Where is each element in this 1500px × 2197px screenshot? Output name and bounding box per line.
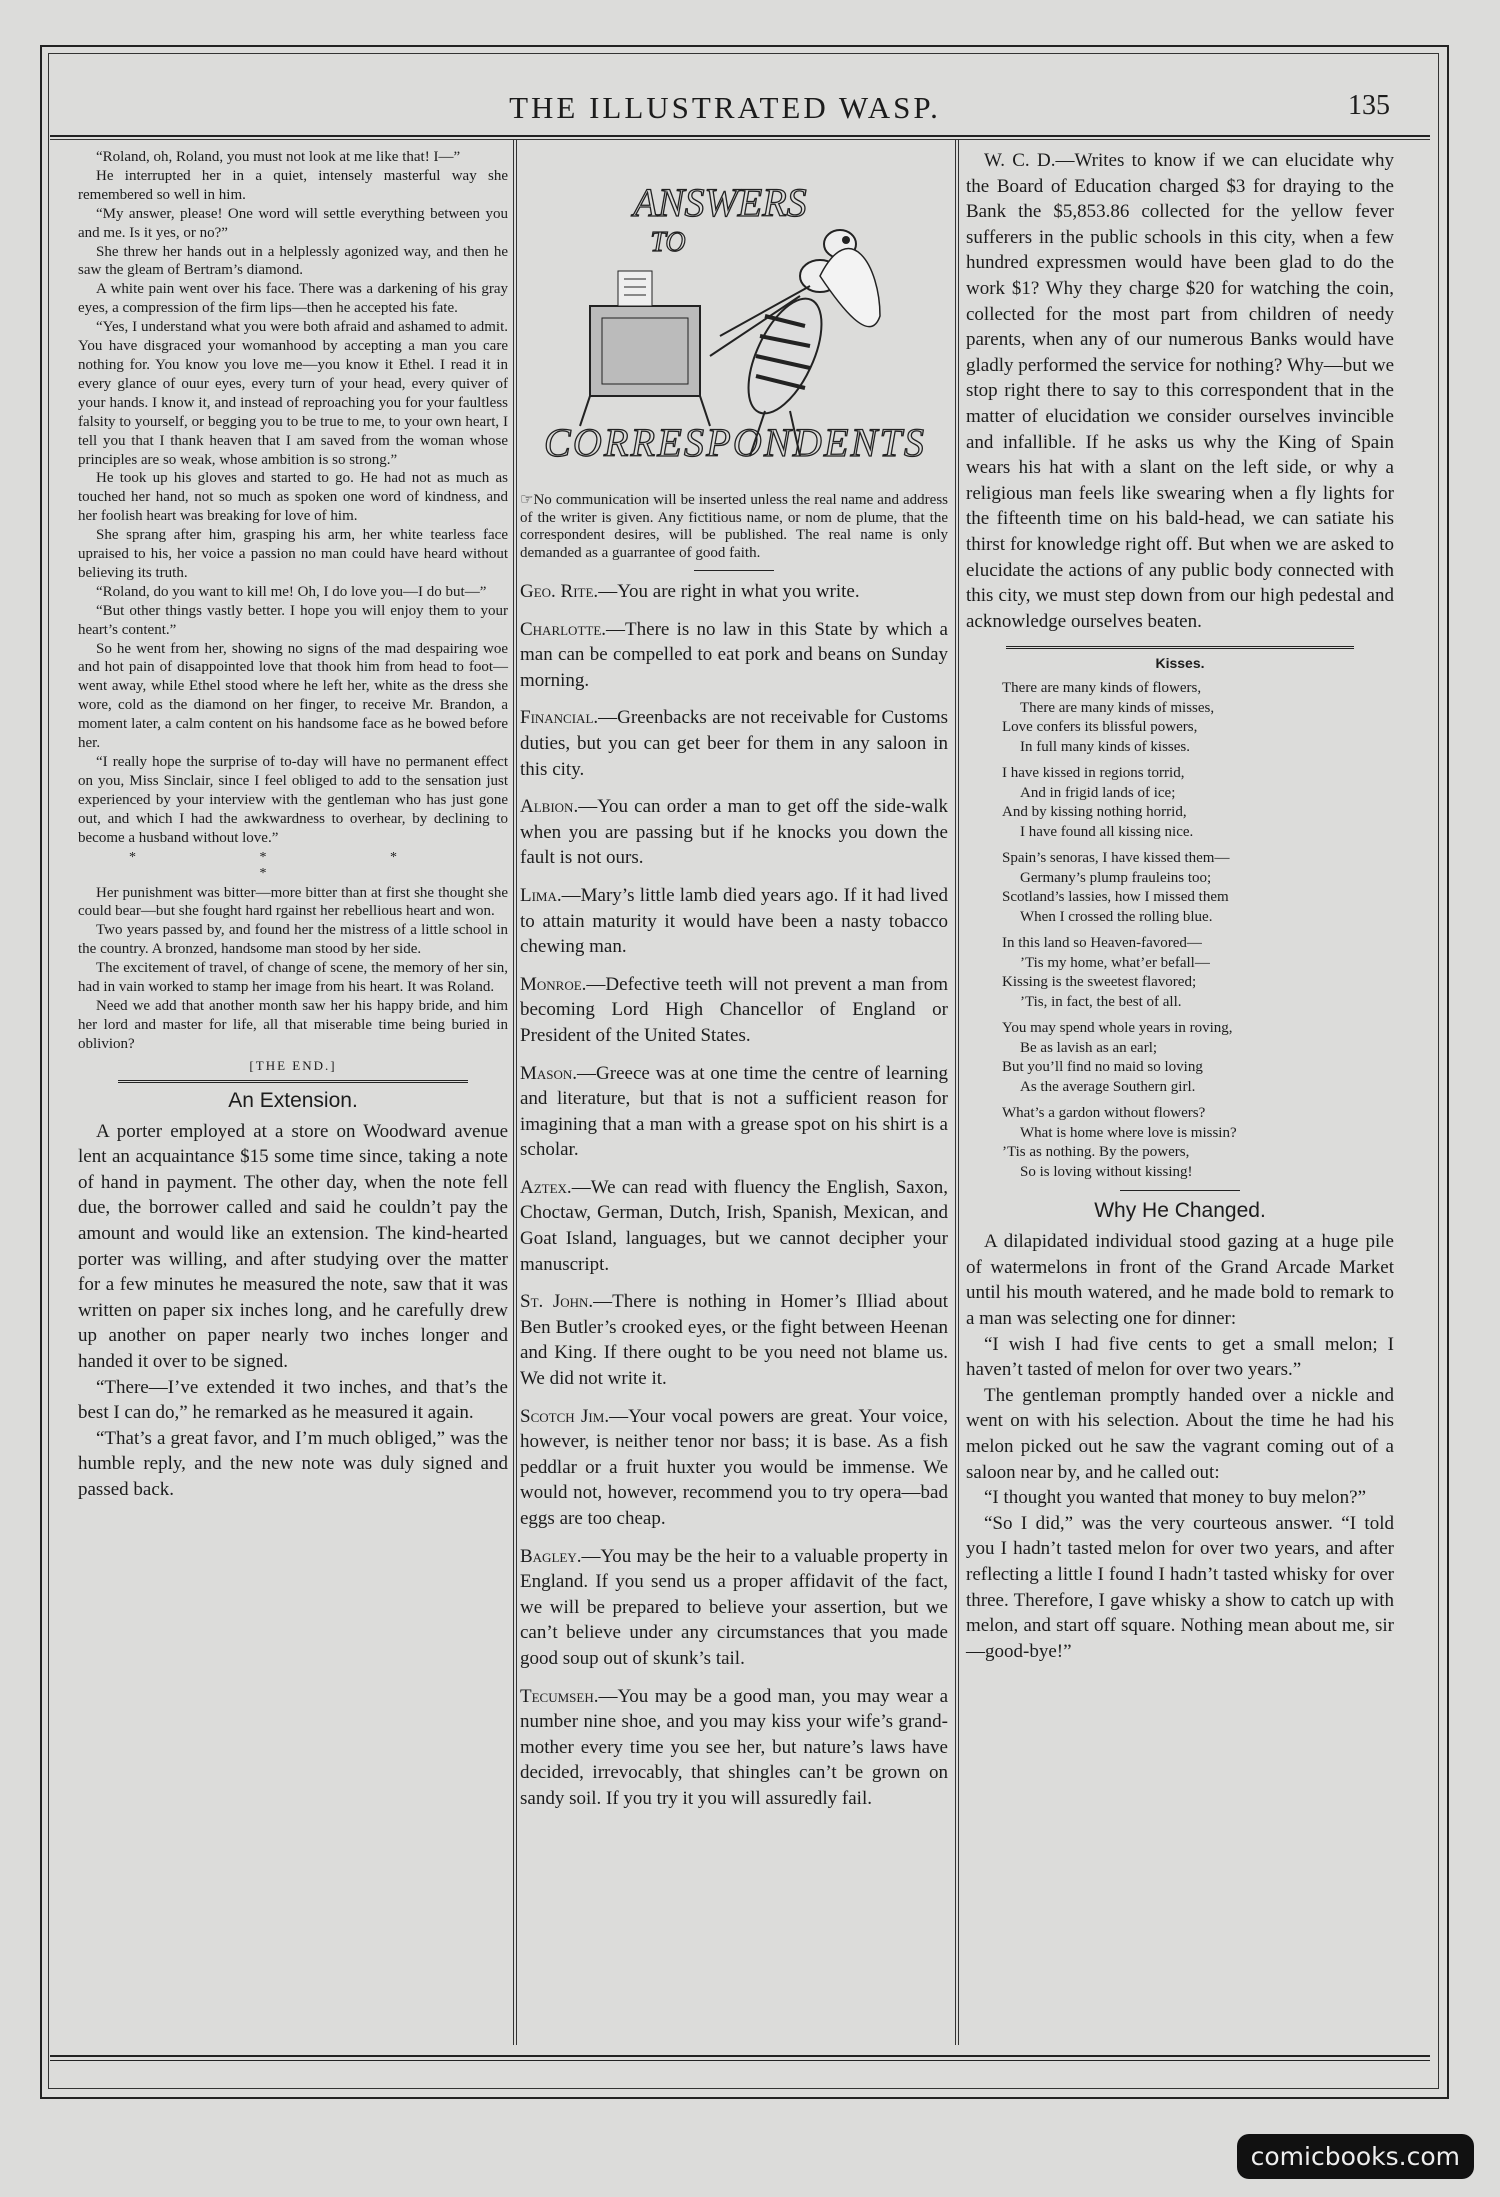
poem-line: But you’ll find no maid so loving bbox=[1002, 1059, 1203, 1076]
answer-name: Lima. bbox=[520, 884, 562, 906]
header-rule-inner bbox=[50, 139, 1430, 140]
extension-title: An Extension. bbox=[228, 1088, 358, 1112]
wcd-answer bbox=[966, 148, 1394, 634]
answer-name: Aztex. bbox=[520, 1176, 572, 1198]
answer-entry bbox=[520, 1061, 948, 1163]
paragraph: “I thought you wanted that money to buy melon?” bbox=[984, 1487, 1367, 1509]
poem-line: ’Tis, in fact, the best of all. bbox=[1020, 993, 1182, 1010]
paragraph: “So I did,” was the very courteous answer. “I told you I hadn’t tasted melon for over two years, and after reflecting a little I found I hadn’t tasted whisky for over three. Therefore, I gave whisky a show to catch up with melon, and start off square. Nothing mean about me, sir—good-bye!” bbox=[966, 1512, 1394, 1662]
paragraph: Two years passed by, and found her the mistress of a little school in the country. A bronzed, handsome man stood by her side. bbox=[78, 922, 508, 958]
footer-rule bbox=[50, 2055, 1430, 2057]
column-divider bbox=[513, 140, 514, 2045]
answer-name: Albion. bbox=[520, 796, 579, 818]
paragraph: He took up his gloves and started to go. He had not as much as touched her hand, not so much as spoken one word of kindness, and her foolish heart was breaking for love of him. bbox=[78, 470, 508, 525]
poem-title: Kisses. bbox=[1155, 655, 1205, 672]
answer-name: Bagley. bbox=[520, 1545, 582, 1567]
poem-line: When I crossed the rolling blue. bbox=[1020, 908, 1213, 925]
poem-line: ’Tis as nothing. By the powers, bbox=[1002, 1144, 1190, 1161]
poem-line: And in frigid lands of ice; bbox=[1020, 784, 1176, 801]
answer-text: —Greece was at one time the centre of learning and literature, but that is not a sufficient reason for imagining that a man with a grease spot on his shirt is a scholar. bbox=[520, 1062, 948, 1161]
banner-correspondents-text: CORRESPONDENTS bbox=[544, 420, 924, 465]
column-story bbox=[78, 148, 508, 1503]
column-divider bbox=[955, 140, 956, 2045]
paragraph: The gentleman promptly handed over a nickle and went on with his selection. About the time he had his melon picked out he saw the vagrant coming out of a saloon near by, and he called out: bbox=[966, 1384, 1394, 1483]
paragraph: “That’s a great favor, and I’m much obliged,” was the humble reply, and the new note was duly signed and passed back. bbox=[78, 1427, 508, 1500]
answer-text: —You can order a man to get off the side-walk when you are passing but if he knocks you down the fault is not ours. bbox=[520, 796, 948, 869]
answer-name: Financial. bbox=[520, 707, 599, 729]
answer-entry bbox=[520, 1175, 948, 1277]
why-he-changed-article bbox=[966, 1229, 1394, 1664]
story-text-continued bbox=[78, 884, 508, 1054]
poem-line: What’s a gardon without flowers? bbox=[1002, 1105, 1206, 1122]
answer-entry bbox=[520, 1684, 948, 1812]
answer-entry bbox=[520, 1404, 948, 1532]
section-rule bbox=[118, 1080, 468, 1083]
answer-text: —There is nothing in Homer’s Illiad about Ben Butler’s crooked eyes, or the fight between Heenan and King. If there ought to be you need not blame us. We did not write it. bbox=[520, 1291, 948, 1390]
paragraph: A porter employed at a store on Woodward avenue lent an acquaintance $15 some time since, taking a note of hand in payment. The other day, when the note fell due, the borrower called and said he couldn’t pay the amount and would like an extension. The kind-hearted porter was willing, and after studying over the matter for a few minutes he measured the note, saw that it was written on paper six inches long, and he carefully drew up another on paper nearly two inches longer and handed it over to be signed. bbox=[78, 1120, 508, 1373]
poem-line: Scotland’s lassies, how I missed them bbox=[1002, 889, 1229, 906]
paragraph: “But other things vastly better. I hope you will enjoy them to your heart’s content.” bbox=[78, 602, 508, 638]
answer-text: —Writes to know if we can elucidate why the Board of Education charged $3 for draying to the Bank the $5,853.86 collected for the yellow fever sufferers in the public schools in this city, when a few hundred expressmen would have been glad to do the work $1? Why they charge $20 for watching the coin, collected for the most part from children of needy parents, when any of our numerous Banks would have gladly performed the service for nothing? Why—but we stop right there to say to this correspondent that in the matter of elucidation we consider ourselves invincible and infallible. If he asks us why the King of Spain wears his hat with a slant on the left side, or why a religious man feels like swearing when a fly lights for the fifteenth time on his bald-head, we can satiate his thirst for knowledge right off. But when we are asked to elucidate the actions of any public body connected with this city, we must step down from our high pedestal and acknowledge ourselves beaten. bbox=[966, 150, 1394, 632]
answer-name: Charlotte. bbox=[520, 618, 607, 640]
section-rule bbox=[1006, 646, 1354, 649]
poem-line: Be as lavish as an earl; bbox=[1020, 1039, 1158, 1056]
page-number: 135 bbox=[1348, 90, 1390, 121]
magazine-title: THE ILLUSTRATED WASP. bbox=[509, 90, 941, 125]
paragraph: A white pain went over his face. There was a darkening of his gray eyes, a compression of the firm lips—then he accepted his fate. bbox=[78, 281, 508, 317]
paragraph: He interrupted her in a quiet, intensely masterful way she remembered so well in him. bbox=[78, 167, 508, 203]
answer-entry bbox=[520, 794, 948, 871]
paragraph: “I really hope the surprise of to-day will have no permanent effect on you, Miss Sinclair, since I feel obliged to add to the sensation just experienced by your interview with the gentleman who has just gone out, and which I had the awkwardness to overhear, by declining to become a husband without love.” bbox=[78, 754, 508, 846]
poem-line: You may spend whole years in roving, bbox=[1002, 1020, 1233, 1037]
paragraph: “I wish I had five cents to get a small melon; I haven’t tasted of melon for over two years.” bbox=[966, 1333, 1394, 1381]
paragraph: “Roland, do you want to kill me! Oh, I do love you—I do but—” bbox=[96, 583, 487, 600]
poem-line: Kissing is the sweetest flavored; bbox=[1002, 974, 1197, 991]
paragraph: Her punishment was bitter—more bitter than at first she thought she could bear—but she fought hard rgainst her rebellious heart and won. bbox=[78, 884, 508, 920]
poem-stanza bbox=[1002, 1104, 1394, 1182]
answers-list bbox=[520, 579, 948, 1812]
answers-banner-illustration bbox=[520, 156, 948, 486]
paragraph: She threw her hands out in a helplessly agonized way, and then he saw the gleam of Bertram’s diamond. bbox=[78, 243, 508, 279]
paragraph: She sprang after him, grasping his arm, her white tearless face upraised to his, her voice a passion no man could have heard without believing its truth. bbox=[78, 527, 508, 581]
answer-text: —We can read with fluency the English, Saxon, Choctaw, German, Dutch, Irish, Spanish, Mexican, and Goat Island, languages, but we cannot decipher your manuscript. bbox=[520, 1176, 948, 1275]
changed-title: Why He Changed. bbox=[1094, 1199, 1266, 1223]
poem-line: There are many kinds of flowers, bbox=[1002, 680, 1202, 697]
poem-stanza bbox=[1002, 849, 1394, 927]
answer-entry bbox=[520, 579, 948, 605]
footer-rule-inner bbox=[50, 2060, 1430, 2061]
submission-notice: ☞No communication will be inserted unless the real name and address of the writer is given. Any fictitious name, or nom de plume, that the correspondent desires, will be published. The real name is only demanded as a guarrantee of good faith. bbox=[520, 492, 948, 561]
section-stars: * * * * bbox=[129, 849, 457, 881]
end-mark: [THE END.] bbox=[249, 1057, 337, 1073]
kisses-poem bbox=[1002, 679, 1394, 1182]
column-right bbox=[966, 148, 1394, 1664]
answer-text: —You are right in what you write. bbox=[598, 581, 860, 602]
poem-line: What is home where love is missin? bbox=[1020, 1124, 1237, 1141]
short-rule bbox=[1120, 1190, 1240, 1191]
answer-entry bbox=[520, 972, 948, 1049]
answer-name: Tecumseh. bbox=[520, 1685, 599, 1707]
answer-text: —You may be the heir to a valuable property in England. If you send us a proper affidavit of the fact, we will be prepared to believe your assertion, but we can’t believe under any circumstances that you made good soup out of skunk’s tail. bbox=[520, 1545, 948, 1669]
answer-text: —Mary’s little lamb died years ago. If it had lived to attain maturity it would have been a nasty tobacco chewing man. bbox=[520, 884, 948, 958]
poem-line: Spain’s senoras, I have kissed them— bbox=[1002, 850, 1230, 867]
poem-line: Germany’s plump frauleins too; bbox=[1020, 869, 1212, 886]
poem-line: As the average Southern girl. bbox=[1020, 1078, 1196, 1095]
site-watermark: comicbooks.com bbox=[1237, 2134, 1474, 2179]
poem-stanza bbox=[1002, 679, 1394, 757]
answer-text: —Your vocal powers are great. Your voice, however, is neither tenor nor bass; it is base. As a fish peddlar or a fruit huxter you would be immense. We would not, however, recommend you to try opera—bad eggs are too cheap. bbox=[520, 1405, 948, 1529]
column-divider bbox=[516, 140, 517, 2045]
paragraph: “There—I’ve extended it two inches, and that’s the best I can do,” he remarked as he measured it again. bbox=[78, 1376, 508, 1424]
poem-stanza bbox=[1002, 764, 1394, 842]
answer-text: —There is no law in this State by which a man can be compelled to eat pork and beans on Sunday morning. bbox=[520, 618, 948, 691]
paragraph: So he went from her, showing no signs of the mad despairing woe and hot pain of disappointed love that thook him from head to foot—went away, while Ethel stood where he left her, white as the dress she wore, cold as the diamond on her finger, to receive Mr. Brandon, a moment later, a calm content on his handsome face as he bowed before her. bbox=[78, 640, 508, 752]
answer-entry bbox=[520, 1544, 948, 1672]
answer-name: Mason. bbox=[520, 1062, 578, 1084]
poem-line: So is loving without kissing! bbox=[1020, 1163, 1193, 1180]
poem-line: I have found all kissing nice. bbox=[1020, 823, 1194, 840]
answer-entry bbox=[520, 883, 948, 960]
poem-line: In this land so Heaven-favored— bbox=[1002, 935, 1202, 952]
header-rule bbox=[50, 135, 1430, 137]
extension-article bbox=[78, 1119, 508, 1503]
poem-stanza bbox=[1002, 934, 1394, 1012]
poem-line: There are many kinds of misses, bbox=[1020, 699, 1215, 716]
poem-line: ’Tis my home, what’er befall— bbox=[1020, 954, 1210, 971]
wasp-at-desk-icon bbox=[520, 156, 948, 486]
banner-to-text: TO bbox=[650, 227, 686, 258]
answer-text: —You may be a good man, you may wear a number nine shoe, and you may kiss your wife’s grand-mother every time you see her, but nature’s laws have decided, irrevocably, that shingles can’t be grown on sandy soil. If you try it you will assuredly fail. bbox=[520, 1685, 948, 1809]
answer-name: W. C. D. bbox=[984, 150, 1056, 171]
paragraph: The excitement of travel, of change of scene, the memory of her sin, had in vain worked to stamp her image from his heart. It was Roland. bbox=[78, 960, 508, 996]
paragraph: A dilapidated individual stood gazing at a huge pile of watermelons in front of the Grand Arcade Market until his mouth watered, and he made bold to remark to a man was selecting one for dinner: bbox=[966, 1231, 1394, 1330]
poem-line: I have kissed in regions torrid, bbox=[1002, 765, 1185, 782]
banner-answers-text: ANSWERS bbox=[633, 180, 807, 225]
column-divider bbox=[958, 140, 959, 2045]
column-answers bbox=[520, 148, 948, 1824]
poem-stanza bbox=[1002, 1019, 1394, 1097]
answer-text: —Greenbacks are not receivable for Customs duties, but you can get beer for them in any saloon in this city. bbox=[520, 707, 948, 780]
answer-name: Geo. Rite. bbox=[520, 581, 599, 602]
answer-entry bbox=[520, 705, 948, 782]
poem-line: And by kissing nothing horrid, bbox=[1002, 804, 1187, 821]
paragraph: “Roland, oh, Roland, you must not look at me like that! I—” bbox=[96, 149, 461, 165]
page-header bbox=[50, 88, 1400, 128]
poem-line: Love confers its blissful powers, bbox=[1002, 719, 1198, 736]
paragraph: “Yes, I understand what you were both afraid and ashamed to admit. You have disgraced your womanhood by accepting a man you care nothing for. You know you love me—you know it Ethel. I read it in every glance of ouur eyes, every turn of your head, every quiver of your hands. I know it, and instead of reproaching you for your faultless falsity to yourself, or begging you to be true to me, to your own heart, I tell you that I thank heaven that I am saved from the woman whose principles are so weak, whose ambition is so strong.” bbox=[78, 319, 508, 468]
answer-text: —Defective teeth will not prevent a man from becoming Lord High Chancellor of England or President of the United States. bbox=[520, 973, 948, 1046]
short-rule bbox=[694, 570, 774, 571]
answer-entry bbox=[520, 617, 948, 694]
answer-name: St. John. bbox=[520, 1291, 594, 1313]
answer-name: Monroe. bbox=[520, 973, 587, 995]
answer-entry bbox=[520, 1289, 948, 1391]
story-text bbox=[78, 148, 508, 848]
paragraph: Need we add that another month saw her his happy bride, and him her lord and master for life, all that miserable time being buried in oblivion? bbox=[78, 997, 508, 1052]
paragraph: “My answer, please! One word will settle everything between you and me. Is it yes, or no?” bbox=[78, 205, 508, 241]
answer-name: Scotch Jim. bbox=[520, 1405, 610, 1427]
poem-line: In full many kinds of kisses. bbox=[1020, 738, 1190, 755]
